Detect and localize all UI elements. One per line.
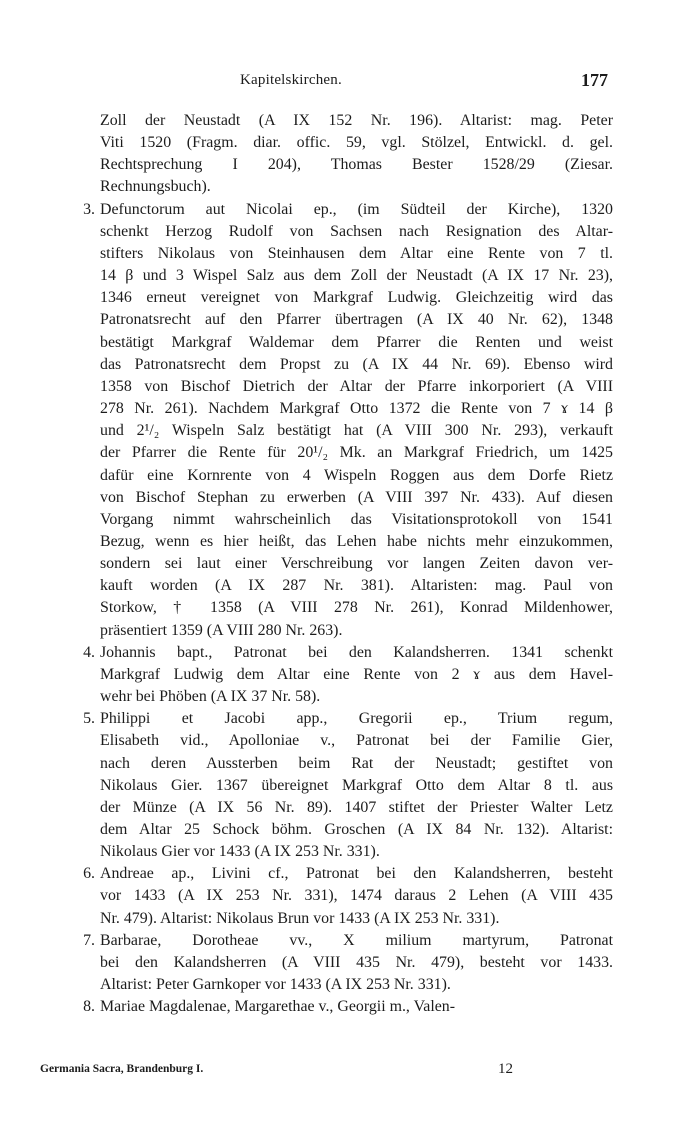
sheet-number: 12 — [498, 1061, 513, 1077]
text-line: nach deren Aussterben beim Rat der Neustadt; gestiftet von — [100, 754, 613, 772]
text-line: Elisabeth vid., Apolloniae v., Patronat bei der Familie Gier, — [100, 732, 613, 750]
altar-entry — [73, 199, 613, 642]
text-line: Andreae ap., Livini cf., Patronat bei den Kalandsherren, besteht — [100, 865, 613, 883]
text-line: kauft worden (A IX 287 Nr. 381). Altaristen: mag. Paul von — [100, 577, 613, 595]
text-line: stifters Nikolaus von Steinhausen dem Altar eine Rente von 7 tl. — [100, 244, 613, 262]
signature-mark: Germania Sacra, Brandenburg I. — [40, 1063, 204, 1075]
running-head: Kapitelskirchen. — [240, 72, 342, 88]
text-line: Barbarae, Dorotheae vv., X milium martyrum, Patronat — [100, 931, 613, 949]
entry-number: 7. — [83, 931, 95, 949]
altar-entries-list — [73, 199, 613, 1019]
altar-entry — [73, 708, 613, 863]
text-line: Storkow, † 1358 (A VIII 278 Nr. 261), Konrad Mildenhower, — [100, 599, 613, 617]
text-line: dem Altar 25 Schock böhm. Groschen (A IX 84 Nr. 132). Altarist: — [100, 821, 613, 838]
text-line: Vorgang nimmt wahrscheinlich das Visitationsprotokoll von 1541 — [100, 510, 613, 528]
text-line: wehr bei Phöben (A IX 37 Nr. 58). — [100, 688, 321, 706]
text-line: Patronatsrecht auf den Pfarrer übertragen (A IX 40 Nr. 62), 1348 — [100, 311, 613, 329]
text-line: schenkt Herzog Rudolf von Sachsen nach Resignation des Altar- — [100, 222, 613, 240]
altar-entry — [73, 863, 613, 929]
text-line: präsentiert 1359 (A VIII 280 Nr. 263). — [100, 621, 343, 639]
entry-number: 8. — [83, 998, 95, 1016]
altar-entry — [73, 642, 613, 708]
text-line: Bezug, wenn es hier heißt, das Lehen habe nichts mehr einzukommen, — [100, 532, 613, 550]
text-line: von Bischof Stephan zu erwerben (A VIII 397 Nr. 433). Auf diesen — [100, 488, 613, 506]
text-line: vor 1433 (A IX 253 Nr. 331), 1474 daraus 2 Lehen (A VIII 435 — [100, 887, 613, 905]
entry-number: 4. — [83, 643, 95, 661]
text-line: Mariae Magdalenae, Margarethae v., Georgii m., Valen- — [100, 998, 456, 1016]
text-line: bestätigt Markgraf Waldemar dem Pfarrer die Renten und weist — [100, 333, 613, 351]
text-line: Defunctorum aut Nicolai ep., (im Südteil der Kirche), 1320 — [100, 200, 613, 218]
text-line: der Pfarrer die Rente für 20¹/₂ Mk. an Markgraf Friedrich, um 1425 — [100, 444, 613, 462]
text-line: Johannis bapt., Patronat bei den Kalandsherren. 1341 schenkt — [100, 643, 613, 661]
text-line: dafür eine Kornrente von 4 Wispeln Roggen aus dem Dorfe Rietz — [100, 466, 613, 484]
entry-number: 3. — [83, 200, 95, 218]
text-line: das Patronatsrecht dem Propst zu (A IX 44 Nr. 69). Ebenso wird — [100, 355, 613, 373]
altar-entry — [73, 996, 613, 1018]
text-line: Nikolaus Gier. 1367 übereignet Markgraf Otto dem Altar 8 tl. aus — [100, 776, 613, 794]
text-line: Markgraf Ludwig dem Altar eine Rente von 2 ɤ aus dem Havel- — [100, 665, 613, 683]
body-text — [73, 110, 613, 1018]
text-line: bei den Kalandsherren (A VIII 435 Nr. 479), besteht vor 1433. — [100, 953, 613, 971]
text-line: 1346 erneut vereignet von Markgraf Ludwig. Gleichzeitig wird das — [100, 289, 613, 307]
page-number: 177 — [581, 70, 608, 90]
text-line: Zoll der Neustadt (A IX 152 Nr. 196). Altarist: mag. Peter — [100, 112, 613, 129]
altar-entry — [73, 930, 613, 996]
text-line: 278 Nr. 261). Nachdem Markgraf Otto 1372 die Rente von 7 ɤ 14 β — [100, 400, 613, 418]
text-line: Rechnungsbuch). — [100, 178, 211, 196]
text-line: 14 β und 3 Wispel Salz aus dem Zoll der Neustadt (A IX 17 Nr. 23), — [100, 267, 613, 285]
text-line: sondern sei laut einer Verschreibung vor langen Zeiten davon ver- — [100, 555, 613, 573]
continuation-paragraph — [73, 110, 613, 199]
page-header — [0, 70, 700, 94]
text-line: Philippi et Jacobi app., Gregorii ep., Trium regum, — [100, 710, 613, 728]
entry-number: 6. — [83, 865, 95, 883]
text-line: Viti 1520 (Fragm. diar. offic. 59, vgl. Stölzel, Entwickl. d. gel. — [100, 134, 613, 152]
text-line: Nr. 479). Altarist: Nikolaus Brun vor 1433 (A IX 253 Nr. 331). — [100, 909, 500, 927]
text-line: und 2¹/₂ Wispeln Salz bestätigt hat (A VIII 300 Nr. 293), verkauft — [100, 422, 613, 440]
entry-number: 5. — [83, 710, 95, 728]
text-line: der Münze (A IX 56 Nr. 89). 1407 stiftet der Priester Walter Letz — [100, 798, 613, 816]
text-line: Altarist: Peter Garnkoper vor 1433 (A IX 253 Nr. 331). — [100, 976, 451, 994]
text-line: 1358 von Bischof Dietrich der Altar der Pfarre inkorporiert (A VIII — [100, 377, 613, 395]
text-line: Nikolaus Gier vor 1433 (A IX 253 Nr. 331). — [100, 843, 380, 861]
page-footer — [0, 1061, 700, 1079]
text-line: Rechtsprechung I 204), Thomas Bester 1528/29 (Ziesar. — [100, 156, 613, 174]
